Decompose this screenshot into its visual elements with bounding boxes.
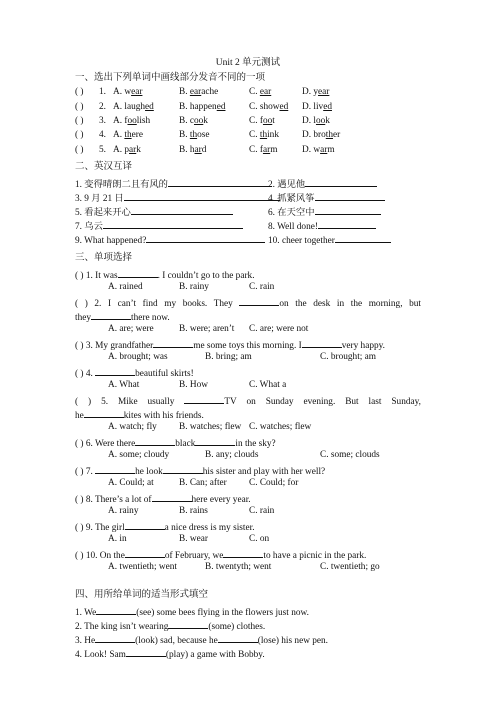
question-text: 3. My grandfather	[85, 341, 154, 351]
question-text: 2. The king isn’t wearing	[75, 622, 169, 632]
option-c[interactable]: C. watches; flew	[249, 422, 312, 432]
question-text: TV on Sunday evening. But last Sunday,	[224, 397, 421, 407]
answer-bracket[interactable]: ( )	[75, 551, 86, 561]
option-d[interactable]: D. year	[302, 87, 330, 97]
options-row	[75, 507, 425, 518]
options-row	[75, 451, 425, 462]
option-c[interactable]: C. showed	[249, 102, 289, 112]
answer-blank[interactable]	[305, 178, 377, 187]
question-text: 9. The girl	[85, 523, 125, 533]
answer-blank[interactable]	[153, 339, 193, 348]
pronunciation-question	[75, 117, 425, 128]
fill-in-question	[75, 606, 309, 618]
answer-bracket[interactable]: ( )	[75, 145, 84, 155]
option-a[interactable]: A. brought; was	[108, 352, 168, 362]
answer-bracket[interactable]: ( )	[75, 369, 86, 379]
section-1-heading: 一、选出下列单词中画线部分发音不同的一项	[75, 73, 266, 83]
answer-bracket[interactable]: ( )	[75, 130, 84, 140]
translation-item	[75, 234, 265, 246]
option-c[interactable]: C. on	[249, 534, 270, 544]
question-text: (lose) his new pen.	[257, 636, 328, 646]
question-text: here every year.	[191, 495, 251, 505]
answer-bracket[interactable]: ( )	[75, 439, 86, 449]
answer-blank[interactable]	[131, 206, 233, 215]
answer-blank[interactable]	[195, 437, 235, 446]
option-c[interactable]: C. twentieth; go	[320, 562, 380, 572]
answer-bracket[interactable]: ( )	[75, 495, 86, 505]
question-stem	[75, 311, 170, 323]
answer-blank[interactable]	[168, 178, 272, 187]
question-text: to have a picnic in the park.	[263, 551, 367, 561]
answer-blank[interactable]	[91, 311, 131, 320]
options-row	[75, 423, 425, 434]
option-c[interactable]: C. think	[249, 130, 279, 140]
question-stem	[75, 409, 204, 421]
translation-prompt: 6. 在天空中	[268, 208, 315, 218]
answer-bracket[interactable]: ( )	[75, 271, 86, 281]
answer-blank[interactable]	[184, 395, 224, 404]
option-b[interactable]: B. any; clouds	[205, 450, 259, 460]
question-text: he look	[135, 467, 163, 477]
question-text: kites with his friends.	[123, 411, 204, 421]
option-a[interactable]: A. some; cloudy	[108, 450, 170, 460]
answer-bracket[interactable]: ( )	[75, 299, 95, 309]
question-stem	[75, 437, 276, 449]
answer-bracket[interactable]: ( )	[75, 87, 84, 97]
question-stem	[75, 465, 325, 477]
question-number: 3.	[99, 116, 106, 126]
question-text: . I couldn’t go to the park.	[157, 271, 255, 281]
question-text: 4.	[85, 369, 96, 379]
option-a[interactable]: A. rained	[108, 282, 143, 292]
answer-blank[interactable]	[118, 269, 158, 278]
section-2-heading: 二、英汉互译	[75, 162, 133, 172]
options-row	[75, 381, 425, 392]
translation-prompt: 4. 抓紧风筝	[268, 194, 315, 204]
question-text: in the sky?	[235, 439, 276, 449]
question-text: black	[175, 439, 196, 449]
option-a[interactable]: A. in	[108, 534, 127, 544]
option-d[interactable]: D. look	[302, 116, 330, 126]
question-text: his sister and play with her well?	[202, 467, 326, 477]
option-a[interactable]: A. What	[108, 380, 140, 390]
translation-prompt: 5. 看起来开心	[75, 208, 131, 218]
translation-prompt: 3. 9 月 21 日	[75, 194, 124, 204]
translation-prompt: 8. Well done!	[268, 222, 318, 232]
option-a[interactable]: A. foolish	[113, 116, 151, 126]
option-a[interactable]: A. rainy	[108, 506, 139, 516]
option-b[interactable]: B. cook	[179, 116, 208, 126]
question-text: (see) some bees flying in the flowers just now.	[136, 608, 309, 618]
option-b[interactable]: B. earache	[179, 87, 219, 97]
option-c[interactable]: C. foot	[249, 116, 275, 126]
option-b[interactable]: B. watches; flew	[179, 422, 242, 432]
question-text: 3. He	[75, 636, 96, 646]
question-stem	[75, 269, 255, 281]
question-stem	[75, 395, 421, 407]
option-b[interactable]: B. happened	[179, 102, 226, 112]
option-b[interactable]: B. bring; am	[205, 352, 252, 362]
question-number: 4.	[99, 130, 106, 140]
option-b[interactable]: B. those	[179, 130, 210, 140]
answer-blank[interactable]	[95, 367, 135, 376]
translation-item	[268, 234, 391, 246]
translation-item	[75, 178, 272, 190]
question-text: 8. There’s a lot of	[85, 495, 152, 505]
question-text: me some toys this morning. I	[193, 341, 302, 351]
question-number: 5.	[99, 145, 106, 155]
answer-blank[interactable]	[152, 493, 192, 502]
translation-item	[75, 206, 233, 218]
question-text: 6. Were there	[85, 439, 136, 449]
answer-blank[interactable]	[335, 234, 391, 243]
question-text: 1. It was	[85, 271, 118, 281]
worksheet-title: Unit 2 单元测试	[215, 58, 281, 68]
option-c[interactable]: C. rain	[249, 506, 275, 516]
answer-blank[interactable]	[168, 620, 208, 629]
translation-item	[268, 220, 376, 232]
answer-blank[interactable]	[135, 437, 175, 446]
answer-blank[interactable]	[125, 549, 165, 558]
answer-blank[interactable]	[318, 220, 376, 229]
answer-blank[interactable]	[302, 339, 342, 348]
options-row	[75, 479, 425, 490]
question-number: 1.	[99, 87, 106, 97]
question-text: they	[75, 313, 92, 323]
answer-bracket[interactable]: ( )	[75, 397, 102, 407]
answer-blank[interactable]	[95, 465, 135, 474]
answer-blank[interactable]	[126, 648, 166, 657]
option-c[interactable]: C. rain	[249, 282, 275, 292]
question-text: on the desk in the morning, but	[279, 299, 421, 309]
translation-item	[268, 192, 385, 204]
question-text: a nice dress is my sister.	[164, 523, 255, 533]
translation-item	[75, 192, 280, 204]
fill-in-question	[75, 620, 265, 632]
translation-item	[268, 206, 381, 218]
question-stem	[75, 521, 255, 533]
pronunciation-question	[75, 131, 425, 142]
options-row	[75, 535, 425, 546]
translation-item	[268, 178, 377, 190]
options-row	[75, 283, 425, 294]
option-d[interactable]: D. brother	[302, 130, 341, 140]
answer-blank[interactable]	[146, 234, 265, 243]
question-stem	[75, 339, 385, 351]
option-b[interactable]: B. rainy	[179, 282, 209, 292]
translation-prompt: 10. cheer together	[268, 236, 335, 246]
fill-in-question	[75, 634, 328, 646]
translation-prompt: 7. 乌云	[75, 222, 103, 232]
question-text: 4. Look! Sam	[75, 650, 126, 660]
translation-prompt: 9. What happened?	[75, 236, 147, 246]
translation-prompt: 1. 变得晴朗二且有风的	[75, 180, 168, 190]
translation-prompt: 2. 遇见他	[268, 180, 306, 190]
answer-blank[interactable]	[125, 521, 165, 530]
answer-blank[interactable]	[96, 606, 136, 615]
option-b[interactable]: B. How	[179, 380, 208, 390]
answer-bracket[interactable]: ( )	[75, 102, 84, 112]
question-stem	[75, 367, 194, 379]
option-c[interactable]: C. Could; for	[249, 478, 299, 488]
question-stem	[75, 549, 366, 561]
question-text: 5. Mike usually	[101, 397, 185, 407]
answer-blank[interactable]	[223, 549, 263, 558]
question-text: (play) a game with Bobby.	[165, 650, 265, 660]
option-b[interactable]: B. Can; after	[179, 478, 227, 488]
option-a[interactable]: A. park	[113, 145, 141, 155]
section-3-heading: 三、单项选择	[75, 253, 133, 263]
answer-blank[interactable]	[95, 634, 135, 643]
option-c[interactable]: C. What a	[249, 380, 287, 390]
fill-in-question	[75, 648, 265, 660]
question-text: he	[75, 411, 84, 421]
option-a[interactable]: A. there	[113, 130, 143, 140]
question-text: 10. On the	[85, 551, 125, 561]
answer-bracket[interactable]: ( )	[75, 467, 86, 477]
option-a[interactable]: A. wear	[113, 87, 143, 97]
pronunciation-question	[75, 146, 425, 157]
section-4-heading: 四、用所给单词的适当形式填空	[75, 590, 209, 600]
options-row	[75, 563, 425, 574]
option-b[interactable]: B. rains	[179, 506, 208, 516]
answer-blank[interactable]	[218, 634, 258, 643]
option-c[interactable]: C. brought; am	[320, 352, 377, 362]
question-stem	[75, 493, 251, 505]
option-a[interactable]: A. twentieth; went	[108, 562, 177, 572]
option-a[interactable]: A. watch; fly	[108, 422, 157, 432]
option-d[interactable]: D. warm	[302, 145, 335, 155]
answer-blank[interactable]	[239, 297, 279, 306]
question-text: (look) sad, because he	[135, 636, 218, 646]
option-c[interactable]: C. ear	[249, 87, 272, 97]
option-a[interactable]: A. laughed	[113, 102, 154, 112]
option-b[interactable]: B. wear	[179, 534, 208, 544]
question-text: beautiful skirts!	[135, 369, 194, 379]
option-c[interactable]: C. farm	[249, 145, 278, 155]
pronunciation-question	[75, 88, 425, 99]
option-b[interactable]: B. twentyth; went	[205, 562, 272, 572]
question-text: (some) clothes.	[208, 622, 266, 632]
option-c[interactable]: C. are; were not	[249, 324, 309, 334]
option-a[interactable]: A. are; were	[108, 324, 154, 334]
answer-blank[interactable]	[163, 465, 203, 474]
option-b[interactable]: B. were; aren’t	[179, 324, 235, 334]
question-number: 2.	[99, 102, 106, 112]
answer-bracket[interactable]: ( )	[75, 523, 86, 533]
pronunciation-question	[75, 103, 425, 114]
question-text: 7.	[85, 467, 96, 477]
answer-bracket[interactable]: ( )	[75, 341, 86, 351]
option-a[interactable]: A. Could; at	[108, 478, 154, 488]
question-text: of February, we	[164, 551, 224, 561]
question-text: there now.	[131, 313, 170, 323]
answer-bracket[interactable]: ( )	[75, 116, 84, 126]
question-text: 1. We	[75, 608, 97, 618]
options-row	[75, 325, 425, 336]
answer-blank[interactable]	[315, 206, 381, 215]
question-stem	[75, 297, 421, 309]
answer-blank[interactable]	[84, 409, 124, 418]
option-b[interactable]: B. hard	[179, 145, 207, 155]
answer-blank[interactable]	[124, 192, 280, 201]
options-row	[75, 353, 425, 364]
option-c[interactable]: C. some; clouds	[320, 450, 380, 460]
question-text: 2. I can’t find my books. They	[94, 299, 240, 309]
question-text: very happy.	[341, 341, 385, 351]
answer-blank[interactable]	[315, 192, 385, 201]
option-d[interactable]: D. lived	[302, 102, 332, 112]
translation-item	[75, 220, 243, 232]
answer-blank[interactable]	[103, 220, 243, 229]
